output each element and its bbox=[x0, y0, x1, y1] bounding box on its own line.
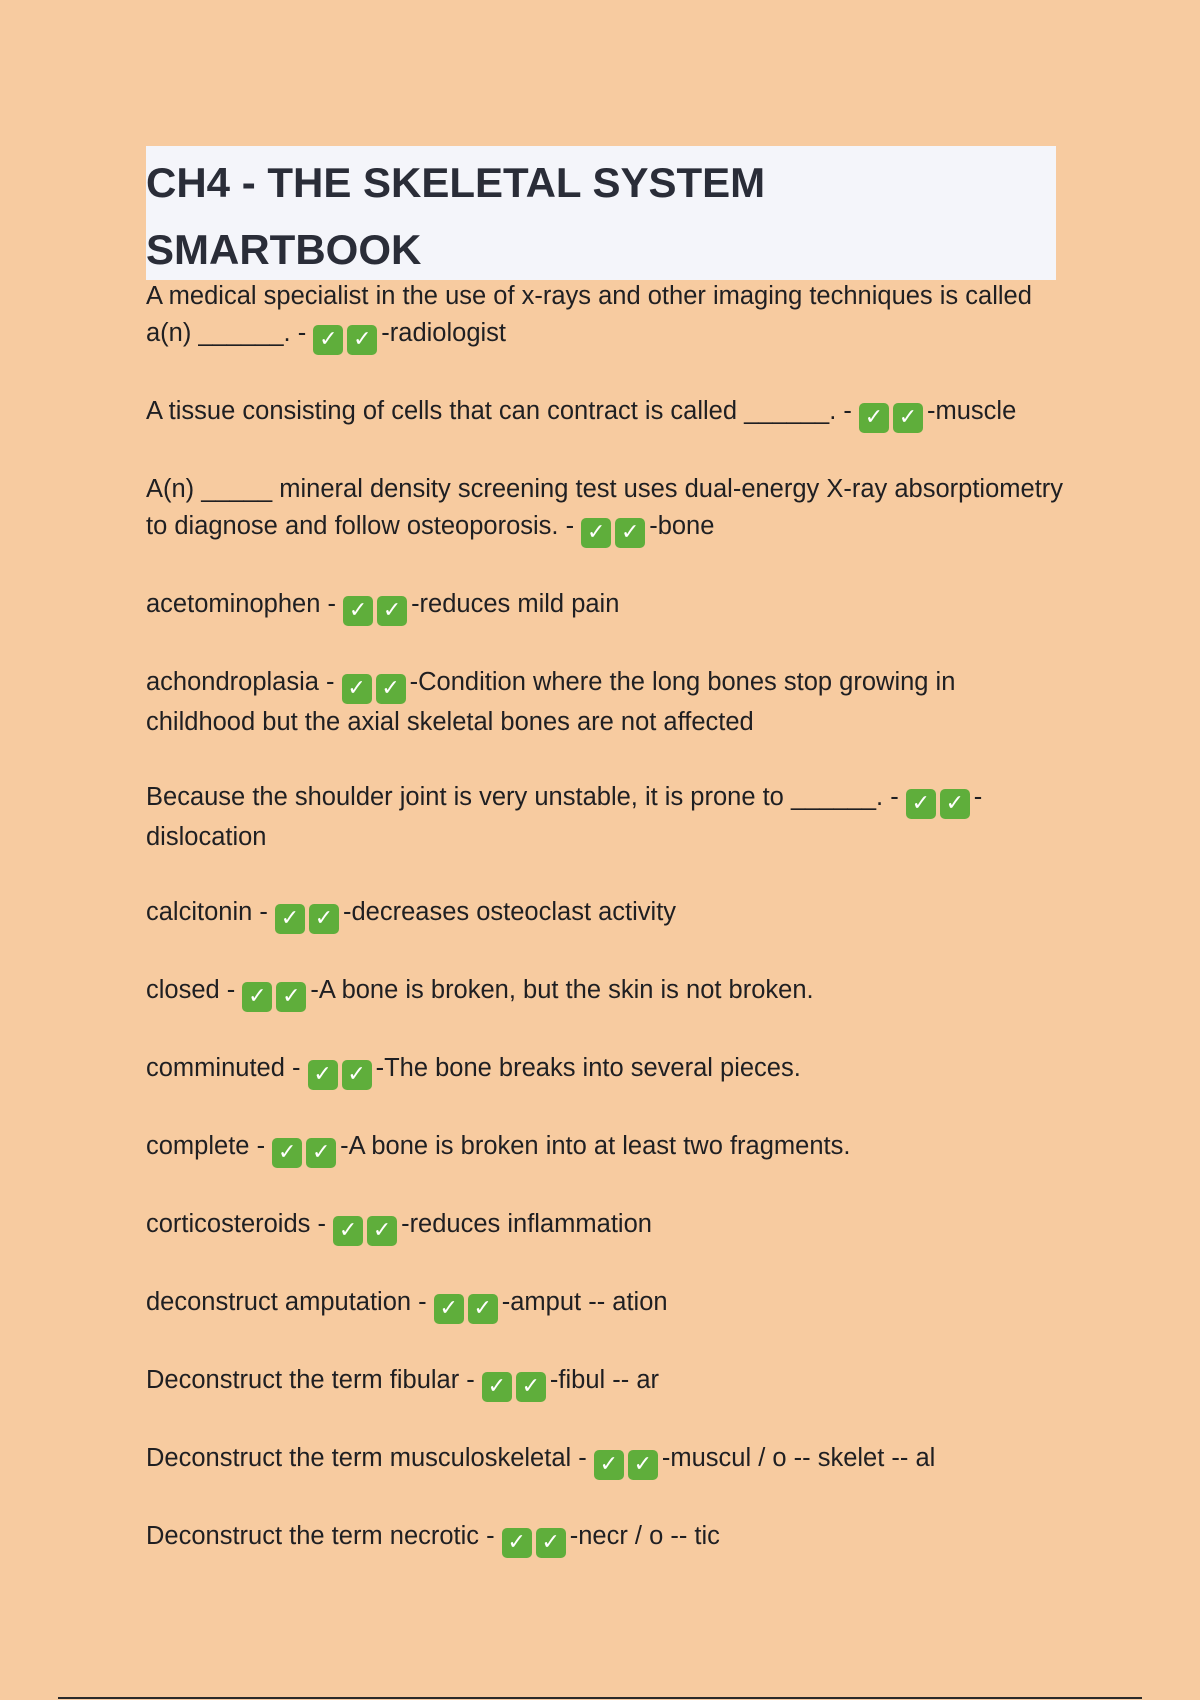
qa-separator: - bbox=[320, 590, 344, 618]
check-mark-icon: ✓ bbox=[376, 674, 406, 704]
qa-answer-group bbox=[333, 1210, 652, 1243]
check-mark-icon: ✓ bbox=[615, 518, 645, 548]
check-mark-pair bbox=[482, 1366, 550, 1399]
qa-item bbox=[146, 1518, 1066, 1558]
check-mark-icon: ✓ bbox=[594, 1450, 624, 1480]
check-mark-pair bbox=[859, 397, 927, 430]
qa-prompt: A(n) _____ mineral density screening test uses dual-energy X-ray absorptiometry to diagnose and follow osteoporosis. bbox=[146, 475, 1064, 540]
check-mark-pair bbox=[594, 1444, 662, 1477]
qa-separator: - bbox=[310, 1210, 334, 1238]
check-mark-pair bbox=[272, 1132, 340, 1165]
qa-answer: -bone bbox=[649, 512, 715, 540]
qa-item bbox=[146, 1440, 1066, 1480]
check-mark-pair bbox=[502, 1522, 570, 1555]
check-mark-pair bbox=[434, 1288, 502, 1321]
check-mark-pair bbox=[343, 590, 411, 623]
check-mark-pair bbox=[342, 668, 410, 701]
check-mark-icon: ✓ bbox=[516, 1372, 546, 1402]
qa-answer-group bbox=[272, 1132, 851, 1165]
qa-separator: - bbox=[249, 1132, 273, 1160]
qa-separator: - bbox=[290, 319, 314, 347]
qa-item bbox=[146, 1206, 1066, 1246]
qa-separator: - bbox=[284, 1054, 308, 1082]
check-mark-pair bbox=[275, 898, 343, 931]
check-mark-icon: ✓ bbox=[313, 325, 343, 355]
check-mark-icon: ✓ bbox=[342, 674, 372, 704]
qa-answer: -decreases osteoclast activity bbox=[342, 898, 677, 926]
check-mark-pair bbox=[581, 512, 649, 545]
check-mark-icon: ✓ bbox=[347, 325, 377, 355]
qa-answer-group bbox=[594, 1444, 936, 1477]
qa-answer: -Condition where the long bones stop growing in childhood but the axial skeletal bones are not affected bbox=[146, 668, 956, 736]
qa-item bbox=[146, 1128, 1066, 1168]
qa-prompt: corticosteroids bbox=[146, 1210, 311, 1238]
check-mark-pair bbox=[906, 783, 974, 816]
check-mark-pair bbox=[308, 1054, 376, 1087]
check-mark-icon: ✓ bbox=[482, 1372, 512, 1402]
qa-list bbox=[146, 278, 1066, 1596]
check-mark-icon: ✓ bbox=[342, 1060, 372, 1090]
qa-separator: - bbox=[571, 1444, 594, 1472]
check-mark-icon: ✓ bbox=[308, 1060, 338, 1090]
check-mark-icon: ✓ bbox=[272, 1138, 302, 1168]
check-mark-icon: ✓ bbox=[367, 1216, 397, 1246]
qa-prompt: acetominophen bbox=[146, 590, 321, 618]
qa-prompt: Deconstruct the term musculoskeletal bbox=[146, 1444, 572, 1472]
check-mark-icon: ✓ bbox=[377, 596, 407, 626]
check-mark-icon: ✓ bbox=[628, 1450, 658, 1480]
qa-prompt: closed bbox=[146, 976, 220, 1004]
qa-item bbox=[146, 1050, 1066, 1090]
qa-answer-group bbox=[859, 397, 1017, 430]
qa-answer-group bbox=[242, 976, 814, 1009]
check-mark-icon: ✓ bbox=[276, 982, 306, 1012]
check-mark-icon: ✓ bbox=[906, 789, 936, 819]
check-mark-icon: ✓ bbox=[502, 1528, 532, 1558]
qa-item bbox=[146, 586, 1066, 626]
check-mark-icon: ✓ bbox=[275, 904, 305, 934]
qa-prompt: Deconstruct the term fibular bbox=[146, 1366, 460, 1394]
check-mark-icon: ✓ bbox=[536, 1528, 566, 1558]
check-mark-icon: ✓ bbox=[581, 518, 611, 548]
qa-prompt: A medical specialist in the use of x-rays and other imaging techniques is called a(n) ______. bbox=[146, 282, 1032, 347]
qa-answer: -fibul -- ar bbox=[549, 1366, 659, 1394]
qa-item bbox=[146, 894, 1066, 934]
check-mark-icon: ✓ bbox=[940, 789, 970, 819]
qa-prompt: Because the shoulder joint is very unstable, it is prone to ______. bbox=[146, 783, 884, 811]
qa-item bbox=[146, 1362, 1066, 1402]
qa-item bbox=[146, 1284, 1066, 1324]
qa-answer-group bbox=[502, 1522, 720, 1555]
qa-prompt: deconstruct amputation bbox=[146, 1288, 412, 1316]
check-mark-icon: ✓ bbox=[333, 1216, 363, 1246]
bottom-divider bbox=[58, 1697, 1142, 1699]
qa-separator: - bbox=[318, 668, 342, 696]
qa-prompt: complete bbox=[146, 1132, 250, 1160]
check-mark-icon: ✓ bbox=[306, 1138, 336, 1168]
qa-answer: -reduces mild pain bbox=[411, 590, 620, 618]
qa-item bbox=[146, 779, 1066, 856]
check-mark-icon: ✓ bbox=[242, 982, 272, 1012]
check-mark-pair bbox=[242, 976, 310, 1009]
qa-prompt: Deconstruct the term necrotic bbox=[146, 1522, 480, 1550]
qa-answer-group bbox=[343, 590, 620, 623]
qa-answer-group bbox=[308, 1054, 801, 1087]
qa-answer-group bbox=[313, 319, 507, 352]
qa-separator: - bbox=[836, 397, 859, 425]
qa-item bbox=[146, 278, 1066, 355]
qa-separator: - bbox=[459, 1366, 482, 1394]
qa-answer-group bbox=[434, 1288, 668, 1321]
check-mark-pair bbox=[333, 1210, 401, 1243]
check-mark-icon: ✓ bbox=[434, 1294, 464, 1324]
qa-separator: - bbox=[252, 898, 275, 926]
qa-separator: - bbox=[558, 512, 582, 540]
check-mark-icon: ✓ bbox=[468, 1294, 498, 1324]
qa-answer: -muscle bbox=[926, 397, 1017, 425]
qa-item bbox=[146, 664, 1066, 741]
qa-separator: - bbox=[411, 1288, 434, 1316]
qa-answer: -radiologist bbox=[381, 319, 507, 347]
qa-answer: -A bone is broken into at least two fragments. bbox=[340, 1132, 851, 1160]
qa-answer-group bbox=[581, 512, 715, 545]
check-mark-icon: ✓ bbox=[893, 403, 923, 433]
qa-separator: - bbox=[883, 783, 906, 811]
page-title: CH4 - THE SKELETAL SYSTEM SMARTBOOK bbox=[146, 159, 766, 273]
qa-item bbox=[146, 972, 1066, 1012]
check-mark-icon: ✓ bbox=[859, 403, 889, 433]
qa-item bbox=[146, 393, 1066, 433]
qa-item bbox=[146, 471, 1066, 548]
qa-answer: -muscul / o -- skelet -- al bbox=[661, 1444, 936, 1472]
qa-answer-group bbox=[275, 898, 677, 931]
check-mark-icon: ✓ bbox=[309, 904, 339, 934]
qa-answer: -reduces inflammation bbox=[401, 1210, 652, 1238]
qa-answer: -The bone breaks into several pieces. bbox=[375, 1054, 801, 1082]
check-mark-pair bbox=[313, 319, 381, 352]
qa-prompt: calcitonin bbox=[146, 898, 253, 926]
qa-prompt: comminuted bbox=[146, 1054, 285, 1082]
qa-answer: -necr / o -- tic bbox=[569, 1522, 720, 1550]
qa-prompt: A tissue consisting of cells that can contract is called ______. bbox=[146, 397, 837, 425]
title-block bbox=[146, 146, 1056, 280]
check-mark-icon: ✓ bbox=[343, 596, 373, 626]
qa-answer: -amput -- ation bbox=[501, 1288, 668, 1316]
qa-separator: - bbox=[219, 976, 243, 1004]
qa-answer: -dislocation bbox=[146, 783, 983, 851]
qa-separator: - bbox=[479, 1522, 502, 1550]
qa-answer-group bbox=[482, 1366, 659, 1399]
qa-prompt: achondroplasia bbox=[146, 668, 319, 696]
qa-answer: -A bone is broken, but the skin is not broken. bbox=[310, 976, 814, 1004]
